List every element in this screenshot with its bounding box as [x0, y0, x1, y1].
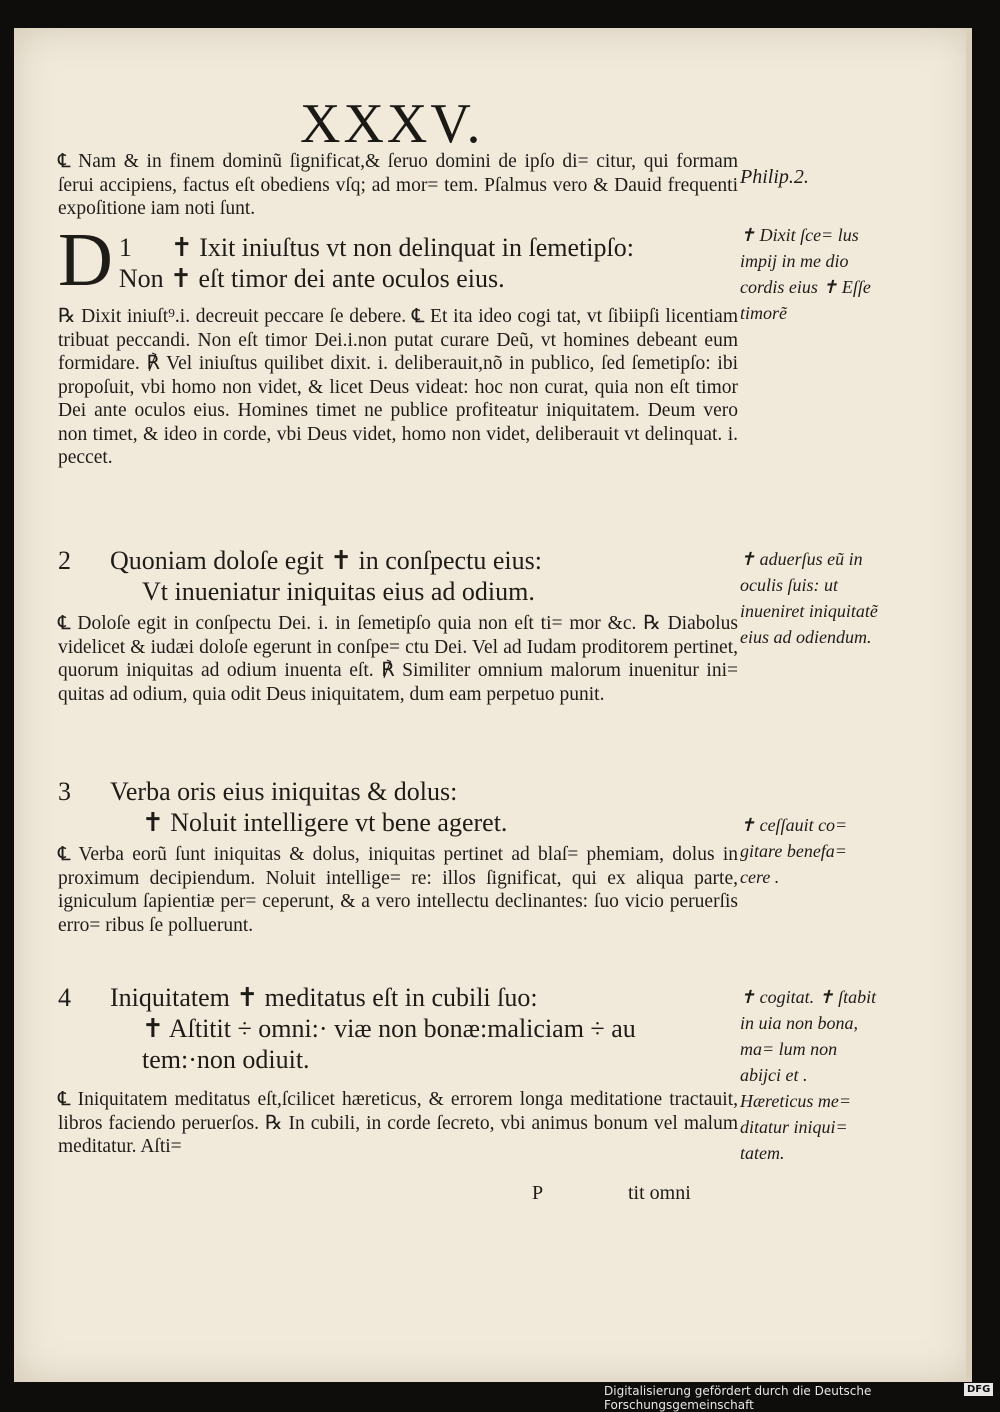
marginal-note-2: ✝ aduerſus eũ in oculis ſuis: ut inueniret iniquitatẽ eius ad odiendum. — [740, 549, 878, 647]
verse-4-line-1: Iniquitatem ✝ meditatus eſt in cubili ſuo: — [110, 983, 538, 1012]
verse-1 — [58, 218, 738, 302]
verse-2-line-2: Vt inueniatur iniquitas eius ad odium. — [142, 577, 535, 606]
catchword: tit omni — [628, 1182, 691, 1204]
verse-2 — [58, 545, 738, 607]
verse-number: 4 — [58, 983, 71, 1012]
commentary-3: ℄ Verba eorũ ſunt iniquitas & dolus, iniquitas pertinet ad blaſ= phemiam, dolus in proximum decipiendum. Noluit intellige= re: illos ſignificat, qui ex aliqua parte, igniculum ſapientiæ per= ceperunt, & a vero intellectu declinantes: ſuo vicio peruerſis erro= ribus ſe polluerunt. — [58, 844, 738, 936]
verse-3-line-1: Verba oris eius iniquitas & dolus: — [110, 777, 458, 806]
verse-number: 2 — [58, 546, 71, 575]
verse-4-line-3: tem:·non odiuit. — [142, 1045, 310, 1074]
marginal-note-3: ✝ ceſſauit co= gitare benefa= cere . — [740, 815, 848, 887]
funding-credit: Digitalisierung gefördert durch die Deutsche Forschungsgemeinschaft — [604, 1384, 872, 1412]
verse-4 — [58, 982, 738, 1075]
commentary-4: ℄ Iniquitatem meditatus eſt,ſcilicet hæreticus, & errorem longa meditatione tractauit, libros faciendo peruerſos. ℞ In cubili, in corde ſecreto, vbi animus bonum vel malum meditatur. Aſti= — [58, 1089, 738, 1157]
page-edge — [966, 30, 972, 1380]
verse-number: 1 — [118, 233, 132, 262]
verse-3-line-2: ✝ Noluit intelligere vt bene ageret. — [142, 808, 508, 837]
commentary-2: ℄ Doloſe egit in conſpectu Dei. i. in ſemetipſo quia non eſt ti= mor &c. ℞ Diabolus videlicet & iudæi doloſe egerunt in conſpe= ctu Dei. Vel ad Iudam proditorem pertinet, quorum iniquitas ad odium inuenta eſt. ℟ Similiter omnium malorum inuenitur ini= quitas ad odium, quia odit Deus iniquitatem, dum eam perpetuo punit. — [58, 613, 738, 705]
signature-mark: P — [532, 1182, 544, 1204]
dfg-logo: DFG — [964, 1383, 993, 1396]
psalm-number-heading: XXXV. — [300, 93, 484, 155]
drop-capital: D — [58, 218, 113, 302]
marginal-note-4: ✝ cogitat. ✝ ſtabit in uia non bona, ma= lum non abijci et . Hæreticus me= ditatur iniqui= tatem. — [740, 987, 877, 1163]
marginal-note-1: ✝ Dixit ſce= lus impij in me dio cordis eius ✝ Eſſe timorẽ — [740, 225, 871, 323]
verse-number: 3 — [58, 777, 71, 806]
commentary-1: ℞ Dixit iniuſt⁹.i. decreuit peccare ſe debere. ℄ Et ita ideo cogi tat, vt ſibiipſi licentiam tribuat peccandi. Non eſt timor Dei.i.non putat curare Deũ, vt homines debeant eum formidare. ℟ Vel iniuſtus quilibet dixit. i. deliberauit,nõ in publico, ſed ſemetipſo: ibi propoſuit, vbi homo non videt, & licet Deus videat: hoc non curat, quia non eſt timor Dei ante oculos eius. Homines timet ne publice profiteatur iniquitatem. Deum vero non timet, & ideo in corde, vbi Deus videt, homo non videt, deliberauit vt delinquat. i. peccet. — [58, 306, 738, 468]
verse-2-line-1: Quoniam doloſe egit ✝ in conſpectu eius: — [110, 546, 542, 575]
intro-commentary: ℄ Nam & in finem dominũ ſignificat,& ſeruo domini de ipſo di= citur, qui formam ſerui accipiens, factus eſt obediens vſq; ad mor= tem. Pſalmus vero & Dauid frequenti expoſitione iam noti ſunt. — [58, 151, 738, 219]
verse-4-line-2: ✝ Aſtitit ÷ omni:· viæ non bonæ:maliciam ÷ au — [142, 1014, 636, 1043]
verse-3 — [58, 776, 738, 838]
marginal-note-philip: Philip.2. — [740, 166, 809, 188]
cross-mark: ✝ — [170, 233, 193, 262]
verse-1-line-1: Ixit iniuſtus vt non delinquat in ſemetipſo: — [199, 233, 634, 262]
verse-1-line-2: Non ✝ eſt timor dei ante oculos eius. — [118, 264, 505, 293]
